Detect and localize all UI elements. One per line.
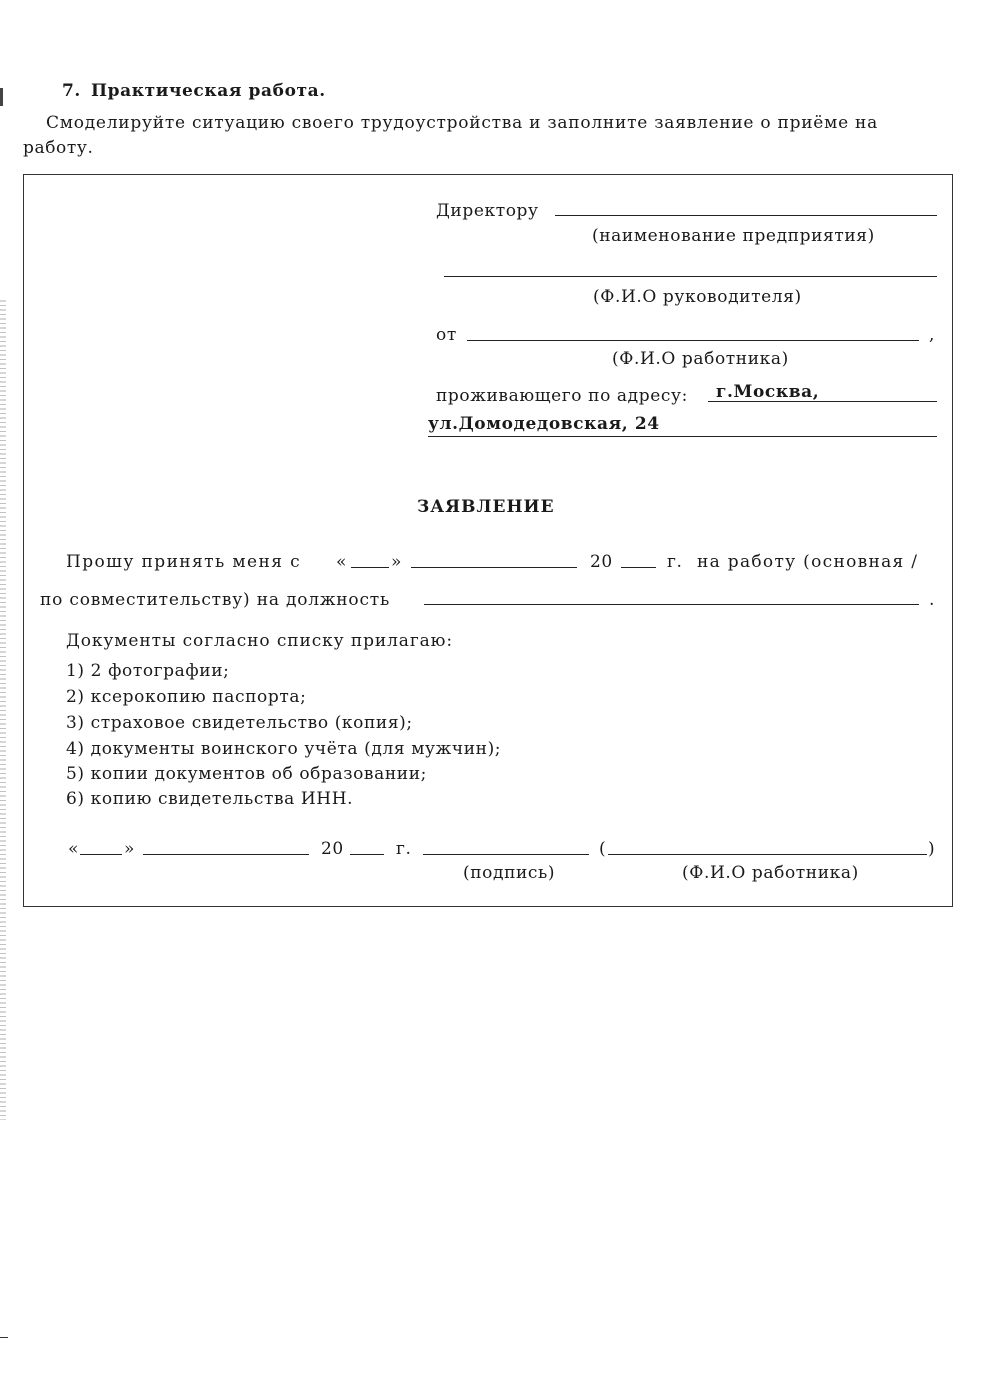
position-label: по совместительству) на должность [40,590,391,610]
quote-open: « [336,552,348,572]
scan-edge [0,300,6,1120]
company-name-field[interactable] [555,215,937,216]
document-item-2: 2) ксерокопию паспорта; [66,687,307,707]
manager-caption: (Ф.И.О руководителя) [593,287,802,307]
sign-day-field[interactable] [80,854,122,855]
signature-field[interactable] [423,854,589,855]
year-suffix: г. [667,552,683,572]
address-value-1: г.Москва, [716,382,820,402]
instruction-line-1: Смоделируйте ситуацию своего трудоустройства и заполните заявление о приёме на [46,113,879,133]
footer-quote-open: « [68,839,80,859]
employee-name-footer-field[interactable] [608,854,927,855]
task-number: 7. [62,81,81,101]
instruction-line-2: работу. [23,138,94,158]
sign-month-field[interactable] [143,854,309,855]
year-prefix: 20 [590,552,613,572]
signature-caption: (подпись) [463,863,556,883]
footer-quote-close: » [124,839,136,859]
start-day-field[interactable] [351,567,389,568]
start-month-field[interactable] [411,567,577,568]
footer-year-suffix: г. [396,839,412,859]
period: . [929,590,936,610]
footer-year-prefix: 20 [321,839,344,859]
edge-mark [0,1337,8,1338]
address-label: проживающего по адресу: [436,386,688,406]
position-field[interactable] [424,604,919,605]
footer-employee-caption: (Ф.И.О работника) [682,863,859,883]
paren-open: ( [599,839,607,859]
sign-year-field[interactable] [350,854,384,855]
task-title: Практическая работа. [91,81,326,101]
document-item-1: 1) 2 фотографии; [66,661,230,681]
document-item-3: 3) страховое свидетельство (копия); [66,713,413,733]
employee-name-field[interactable] [467,340,919,341]
from-label: от [436,325,457,345]
documents-intro: Документы согласно списку прилагаю: [66,631,454,651]
director-label: Директору [436,201,539,221]
document-item-4: 4) документы воинского учёта (для мужчин); [66,739,502,759]
edge-mark [0,88,3,106]
request-prefix: Прошу принять меня с [66,552,302,572]
comma: , [929,325,936,345]
quote-close: » [391,552,403,572]
document-item-5: 5) копии документов об образовании; [66,764,427,784]
start-year-field[interactable] [621,567,656,568]
document-item-6: 6) копию свидетельства ИНН. [66,789,354,809]
manager-name-field[interactable] [444,276,937,277]
company-caption: (наименование предприятия) [592,226,875,246]
address-value-2: ул.Домодедовская, 24 [428,414,660,434]
employee-caption: (Ф.И.О работника) [612,349,789,369]
to-work-text: на работу (основная / [697,552,919,572]
form-title: ЗАЯВЛЕНИЕ [417,497,555,517]
address-field-2[interactable] [428,436,937,437]
paren-close: ) [928,839,936,859]
